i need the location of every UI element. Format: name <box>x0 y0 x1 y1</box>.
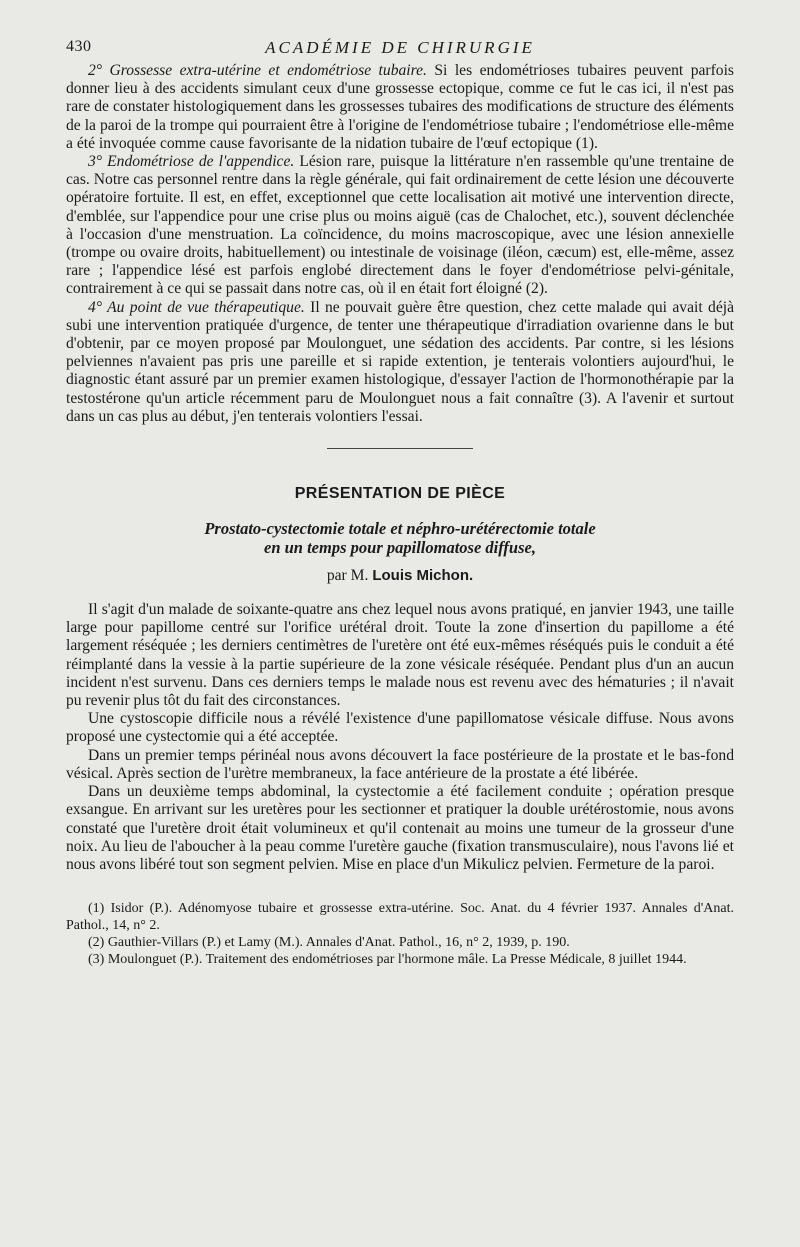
author-line <box>66 567 734 585</box>
body-paragraph: Dans un deuxième temps abdominal, la cystectomie a été facilement conduite ; opération presque exsangue. En arrivant sur les uretères pour les sectionner et pratiquer la double urétérostomie, nous avons constaté que l'uretère droit était volumineux et qu'il contenait au moins une tumeur de la grosseur d'une noix. Au lieu de l'aboucher à la peau comme l'uretère gauche (fixation transmusculaire), nous l'avons lié et nous avons libéré tout son segment pelvien. Mise en place d'un Mikulicz pelvien. Fermeture de la paroi. <box>66 783 734 873</box>
page-number: 430 <box>66 38 92 55</box>
paragraph-text: Lésion rare, puisque la littérature n'en rassemble qu'une trentaine de cas. Notre cas personnel rentre dans la règle générale, qui fait ordinairement de cette lésion une découverte opératoire fortuite. Il est, en effet, exceptionnel que cette localisation ait motivé une intervention directe, d'emblée, sur l'appendice pour une crise plus ou moins aiguë (cas de Chalochet, etc.), souvent déclenchée à l'occasion d'une menstruation. La coïncidence, du moins macroscopique, avec une lésion annexielle (trompe ou ovaire droits, habituellement) ou intestinale de voisinage (iléon, cæcum) est, elle-même, assez rare ; l'appendice lésé est parfois englobé directement dans le foyer d'endométriose pelvi-génitale, contrairement à ce qui se passait dans notre cas, où il en était fort éloigné (2). <box>66 153 734 298</box>
document-page <box>66 38 734 968</box>
article-title <box>66 519 734 557</box>
paragraph-lead: 3° Endométriose de l'appendice. <box>88 153 295 171</box>
paragraph-grossesse <box>66 62 734 153</box>
journal-title: ACADÉMIE DE CHIRURGIE <box>265 38 535 57</box>
footnotes <box>66 900 734 968</box>
article-title-line: en un temps pour papillomatose diffuse, <box>264 538 536 558</box>
footnote: (3) Moulonguet (P.). Traitement des endométrioses par l'hormone mâle. La Presse Médicale, 8 juillet 1944. <box>88 952 687 968</box>
body-paragraph: Dans un premier temps périnéal nous avons découvert la face postérieure de la prostate et le bas-fond vésical. Après section de l'urètre membraneux, la face antérieure de la prostate a été libérée. <box>66 746 734 782</box>
footnote: (2) Gauthier-Villars (P.) et Lamy (M.). Annales d'Anat. Pathol., 16, n° 2, 1939, p. 190. <box>88 935 570 951</box>
section-divider <box>327 448 473 449</box>
article-title-line: Prostato-cystectomie totale et néphro-urétérectomie totale <box>204 519 596 539</box>
article-body <box>66 601 734 874</box>
paragraph-lead: 2° Grossesse extra-utérine et endométriose tubaire. <box>88 62 427 79</box>
author-prefix: par M. <box>326 567 369 585</box>
body-paragraph: Une cystoscopie difficile nous a révélé l'existence d'une papillomatose vésicale diffuse. Nous avons proposé une cystectomie qui a été acceptée. <box>66 710 734 746</box>
body-paragraph: Il s'agit d'un malade de soixante-quatre ans chez lequel nous avons pratiqué, en janvier 1943, une taille large pour papillome centré sur l'orifice urétéral droit. Toute la zone d'insertion du papillome a été largement réséquée ; les derniers centimètres de l'uretère ont été eux-mêmes réséqués puis le conduit a été réimplanté dans la vessie à la partie supérieure de la zone vésicale réséquée. Pendant plus d'un an aucun incident n'est survenu. Dans ces derniers temps le malade nous est revenu avec des hématuries ; il n'avait pu revenir plus tôt du fait des circonstances. <box>66 601 734 710</box>
footnote: (1) Isidor (P.). Adénomyose tubaire et grossesse extra-utérine. Soc. Anat. du 4 février 1937. Annales d'Anat. Pathol., 14, n° 2. <box>66 901 734 934</box>
paragraph-lead: 4° Au point de vue thérapeutique. <box>88 298 305 316</box>
running-header <box>66 38 734 62</box>
paragraph-appendice <box>66 153 734 299</box>
author-name: Louis Michon. <box>372 567 474 585</box>
section-title: PRÉSENTATION DE PIÈCE <box>294 485 506 503</box>
paragraph-therapeutique <box>66 299 734 426</box>
paragraph-text: Si les endométrioses tubaires peuvent parfois donner lieu à des accidents simulant ceux d'une grossesse ectopique, comme ce fut le cas ici, il n'est pas rare de constater histologiquement dans les grossesses tubaires des modifications de structure des éléments de la paroi de la trompe qui pourraient être à l'origine de l'endométriose tubaire ; l'endométriose elle-même a été invoquée comme cause favorisante de la nidation tubaire de l'œuf ectopique (1). <box>66 62 734 152</box>
paragraph-text: Il ne pouvait guère être question, chez cette malade qui avait déjà subi une intervention pratiquée d'urgence, de tenter une thérapeutique d'irradiation ovarienne dans le but d'obtenir, par ce moyen proposé par Moulonguet, une sédation des accidents. Par contre, si les lésions pelviennes n'avaient pas pris une pareille et si rapide extention, je tenterais volontiers aujourd'hui, le diagnostic étant assuré par un premier examen histologique, d'essayer l'action de l'hormonothérapie par la testostérone qu'un article récemment paru de Moulonguet nous a fait connaître (3). A l'avenir et surtout dans un cas plus au début, j'en tenterais volontiers l'essai. <box>66 298 735 425</box>
